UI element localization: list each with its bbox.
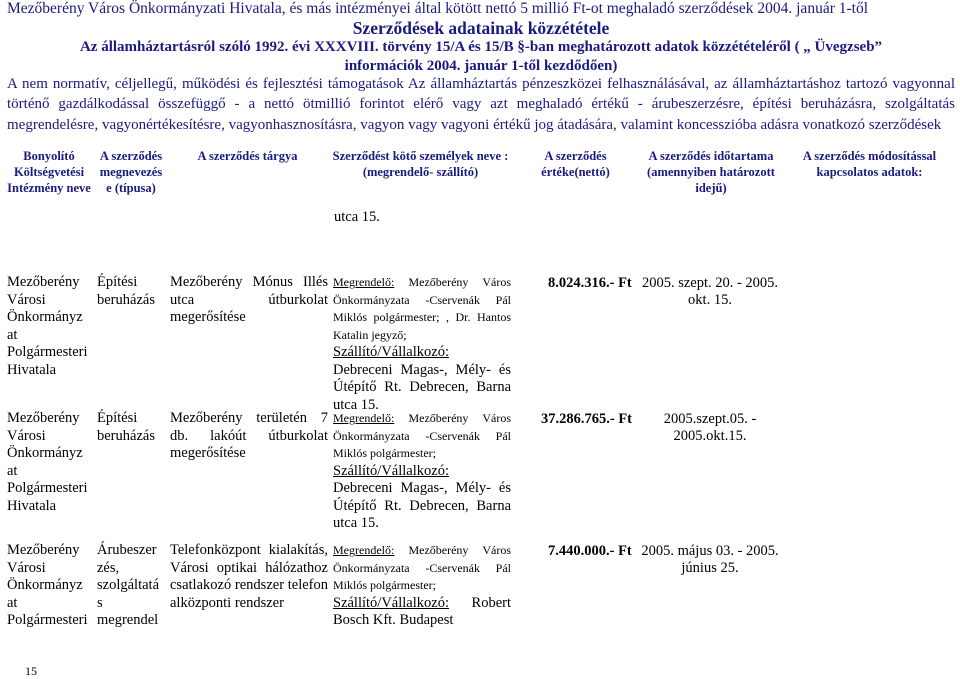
legal-reference-line-2: információk 2004. január 1-től kezdődően) bbox=[344, 58, 618, 74]
row-duration: 2005. május 03. - 2005. június 25. bbox=[641, 543, 779, 576]
row-institution: Mezőberény Városi Önkormányz at Polgármesteri bbox=[7, 542, 88, 628]
orderer-label: Megrendelő: bbox=[333, 411, 395, 425]
orderer-label: Megrendelő: bbox=[333, 543, 395, 557]
document-title: Szerződések adatainak közzététele bbox=[352, 18, 610, 38]
continuation-text: utca 15. bbox=[334, 209, 380, 225]
legal-reference-line-1: Az államháztartásról szóló 1992. évi XXXVIII. törvény 15/A és 15/B §-ban meghatározott adatok közzétételéről ( „ Üvegzseb” bbox=[79, 39, 883, 55]
orderer-text: Mezőberény Város Önkormányzata -Cservenák Pál Miklós polgármester; , Dr. Hantos Katalin jegyző; bbox=[333, 275, 511, 342]
row-subject: Mezőberény Mónus Illés utca útburkolat megerősítése bbox=[170, 274, 328, 325]
column-header-parties bbox=[328, 148, 513, 180]
column-header-modification: A szerződés módosítással kapcsolatos adatok: bbox=[802, 149, 937, 179]
column-header-type: A szerződés megnevezés e (típusa) bbox=[99, 149, 163, 195]
row-parties bbox=[333, 274, 511, 414]
row-subject: Telefonközpont kialakítás, Városi optikai hálózathoz csatlakozó rendszer telefon alközponti rendszer bbox=[170, 542, 328, 611]
row-type: Árubeszer zés, szolgáltatá s megrendel bbox=[97, 542, 160, 628]
supplier-text: Debreceni Magas-, Mély- és Útépítő Rt. Debrecen, Barna utca 15. bbox=[333, 480, 511, 531]
page-number: 15 bbox=[25, 664, 37, 678]
row-value: 7.440.000.- Ft bbox=[548, 543, 632, 559]
column-header-subject: A szerződés tárgya bbox=[197, 149, 298, 163]
row-parties bbox=[333, 410, 511, 533]
row-value: 37.286.765.- Ft bbox=[541, 411, 633, 427]
row-institution: Mezőberény Városi Önkormányz at Polgármesteri Hivatala bbox=[7, 410, 88, 514]
row-subject: Mezőberény területén 7 db. lakóút útburkolat megerősítése bbox=[170, 410, 328, 461]
column-header-duration: A szerződés időtartama (amennyiben határozott idejű) bbox=[647, 149, 775, 195]
document-heading: Mezőberény Város Önkormányzati Hivatala, és más intézményei által kötött nettó 5 millió Ft-ot meghaladó szerződések 2004. január 1-től bbox=[7, 0, 869, 17]
row-type: Építési beruházás bbox=[97, 274, 155, 308]
row-duration: 2005. szept. 20. - 2005. okt. 15. bbox=[641, 275, 779, 308]
row-duration: 2005.szept.05. - 2005.okt.15. bbox=[663, 411, 757, 444]
column-header-parties-line-1: Szerződést kötő személyek neve : bbox=[332, 149, 509, 163]
orderer-text: Mezőberény Város Önkormányzata -Cservenák Pál Miklós polgármester; bbox=[333, 411, 511, 460]
column-header-parties-line-2: (megrendelő- szállító) bbox=[362, 165, 479, 179]
row-value: 8.024.316.- Ft bbox=[548, 275, 632, 291]
supplier-label: Szállító/Vállalkozó: bbox=[333, 594, 449, 611]
supplier-text: Debreceni Magas-, Mély- és Útépítő Rt. Debrecen, Barna utca 15. bbox=[333, 361, 511, 413]
column-header-institution: Bonyolító Költségvetési Intézmény neve bbox=[7, 149, 91, 195]
row-type: Építési beruházás bbox=[97, 410, 155, 444]
row-parties bbox=[333, 542, 511, 630]
intro-paragraph: A nem normatív, céljellegű, működési és fejlesztési támogatások Az államháztartás pénzeszközei felhasználásával, az államháztartáshoz tartozó vagyonnal történő gazdálkodással összefüggő - a nettó ötmillió forintot elérő vagy azt meghaladó értékű - árubeszerzésre, építési beruházásra, szolgáltatás megrendelésre, vagyonértékesítésre, vagyonhasznosításra, vagyon vagy vagyoni értékű jog átadására, valamint koncesszióba adásra vonatkozó szerződések bbox=[7, 76, 955, 133]
column-header-value: A szerződés értéke(nettó) bbox=[541, 149, 610, 179]
orderer-label: Megrendelő: bbox=[333, 275, 395, 289]
legal-reference bbox=[7, 38, 955, 76]
supplier-label: Szállító/Vállalkozó: bbox=[333, 344, 449, 360]
row-institution: Mezőberény Városi Önkormányz at Polgármesteri Hivatala bbox=[7, 274, 88, 378]
supplier-label: Szállító/Vállalkozó: bbox=[333, 462, 449, 479]
supplier-text: Robert Bosch Kft. Budapest bbox=[333, 594, 511, 628]
orderer-text: Mezőberény Város Önkormányzata -Cservenák Pál Miklós polgármester; bbox=[333, 543, 511, 592]
